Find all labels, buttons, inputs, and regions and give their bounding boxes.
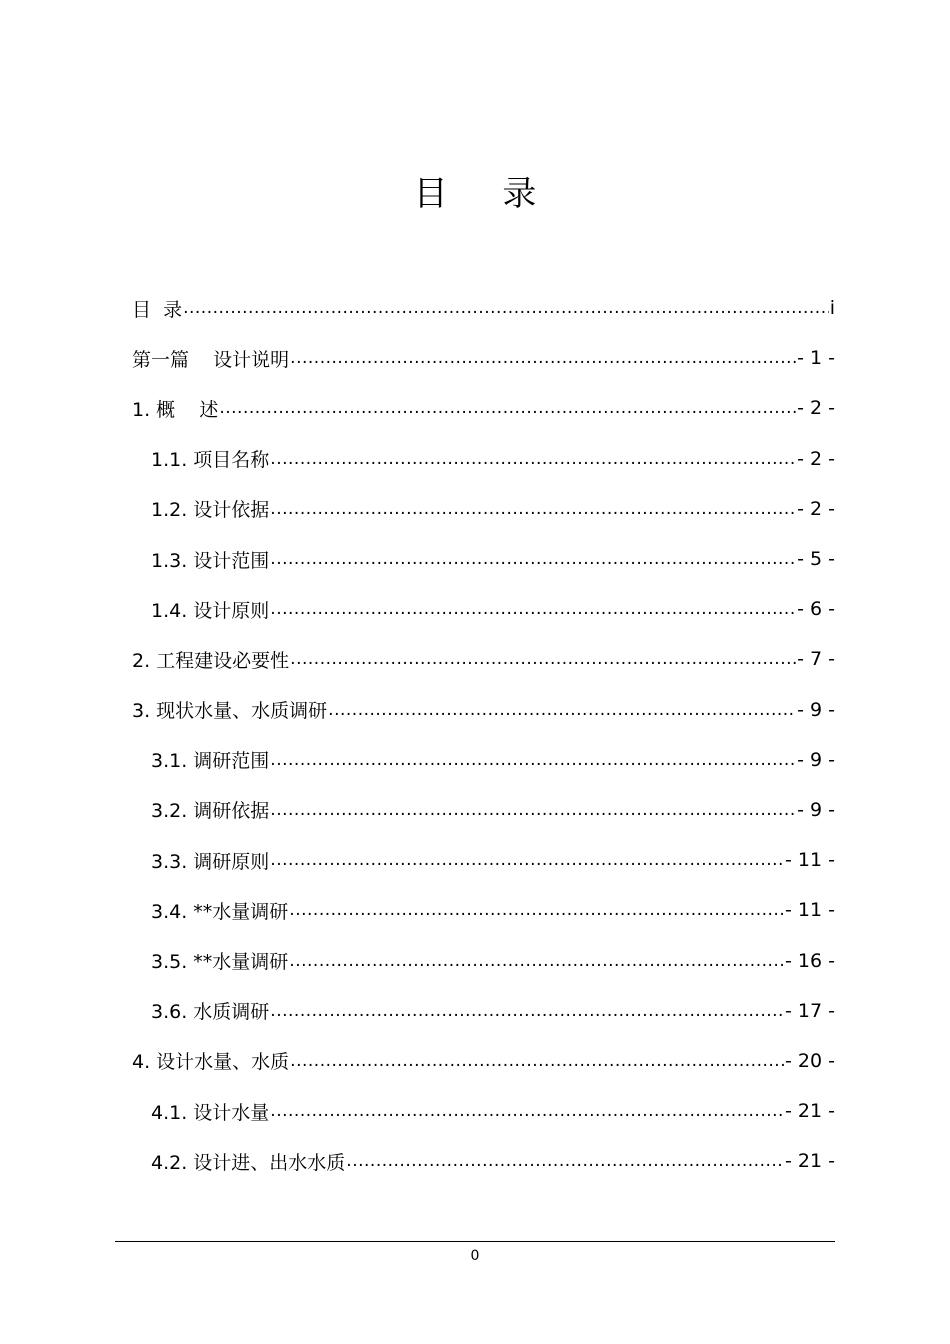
toc-dot-leader [270, 750, 796, 770]
toc-entry[interactable] [132, 534, 835, 584]
toc-entry-label: 3.5. **水量调研 [151, 951, 289, 974]
toc-dot-leader [270, 850, 784, 870]
toc-entry-label: 1.2. 设计依据 [151, 499, 270, 522]
toc-dot-leader [270, 800, 796, 820]
toc-entry[interactable] [132, 584, 835, 634]
toc-entry-page: - 16 - [785, 949, 835, 972]
toc-dot-leader [270, 549, 796, 569]
toc-entry-label: 4. 设计水量、水质 [132, 1051, 290, 1074]
footer-page-number: 0 [470, 1248, 480, 1264]
toc-entry-page: - 9 - [797, 698, 835, 721]
toc-entry[interactable] [132, 383, 835, 433]
toc-entry[interactable] [132, 735, 835, 785]
toc-entry-label: 第一篇 设计说明 [132, 348, 290, 371]
toc-dot-leader [219, 398, 796, 418]
toc-entry[interactable] [132, 1136, 835, 1186]
toc-dot-leader [270, 599, 796, 619]
toc-entry[interactable] [132, 434, 835, 484]
toc-dot-leader [270, 1001, 784, 1021]
toc-entry-page: - 17 - [785, 999, 835, 1022]
toc-entry-label: 2. 工程建设必要性 [132, 649, 290, 672]
toc-entry[interactable] [132, 484, 835, 534]
toc-entry-page: - 20 - [785, 1049, 835, 1072]
toc-entry[interactable] [132, 1086, 835, 1136]
toc-entry[interactable] [132, 986, 835, 1036]
toc-entry-page: - 21 - [785, 1100, 835, 1123]
toc-entry-page: - 6 - [797, 598, 835, 621]
toc-entry-page: - 1 - [797, 347, 835, 370]
toc-dot-leader [270, 1101, 784, 1121]
toc-entry-page: - 2 - [797, 397, 835, 420]
toc-entry-page: - 9 - [797, 748, 835, 771]
toc-entry[interactable] [132, 835, 835, 885]
toc-entry-page: - 2 - [797, 497, 835, 520]
toc-entry-label: 3.6. 水质调研 [151, 1001, 270, 1024]
toc-entry-label: 1.4. 设计原则 [151, 599, 270, 622]
toc-entry[interactable] [132, 283, 835, 333]
toc-entry-label: 4.2. 设计进、出水水质 [151, 1151, 346, 1174]
toc-dot-leader [290, 649, 796, 669]
toc-dot-leader [290, 348, 796, 368]
toc-entry[interactable] [132, 634, 835, 684]
toc-dot-leader [290, 1051, 784, 1071]
toc-entry-page: - 11 - [785, 899, 835, 922]
toc-entry-label: 3. 现状水量、水质调研 [132, 700, 328, 723]
toc-dot-leader [289, 900, 784, 920]
toc-entry-page: i [829, 297, 835, 320]
toc-entry-label: 3.3. 调研原则 [151, 850, 270, 873]
toc-dot-leader [328, 700, 796, 720]
page-title: 目 录 [413, 174, 559, 214]
toc-entry-page: - 21 - [785, 1150, 835, 1173]
toc-entry-page: - 5 - [797, 548, 835, 571]
toc-entry-label: 4.1. 设计水量 [151, 1101, 270, 1124]
toc-entry-label: 1.1. 项目名称 [151, 449, 270, 472]
toc-dot-leader [289, 951, 784, 971]
toc-entry-page: - 7 - [797, 648, 835, 671]
toc-entry-page: - 2 - [797, 447, 835, 470]
toc-entry[interactable] [132, 333, 835, 383]
toc-entry-label: 1.3. 设计范围 [151, 549, 270, 572]
table-of-contents [132, 283, 835, 1186]
toc-entry[interactable] [132, 1036, 835, 1086]
footer-divider [115, 1241, 835, 1242]
toc-entry-page: - 9 - [797, 798, 835, 821]
toc-entry-label: 3.2. 调研依据 [151, 800, 270, 823]
toc-entry-label: 3.4. **水量调研 [151, 900, 289, 923]
toc-dot-leader [346, 1151, 784, 1171]
toc-entry-label: 目 录 [132, 298, 183, 321]
toc-entry-label: 3.1. 调研范围 [151, 750, 270, 773]
toc-dot-leader [270, 449, 796, 469]
toc-entry[interactable] [132, 785, 835, 835]
toc-entry-label: 1. 概 述 [132, 398, 219, 421]
toc-dot-leader [270, 499, 796, 519]
toc-entry[interactable] [132, 685, 835, 735]
toc-dot-leader [183, 298, 829, 318]
toc-entry[interactable] [132, 935, 835, 985]
toc-entry[interactable] [132, 885, 835, 935]
toc-entry-page: - 11 - [785, 849, 835, 872]
